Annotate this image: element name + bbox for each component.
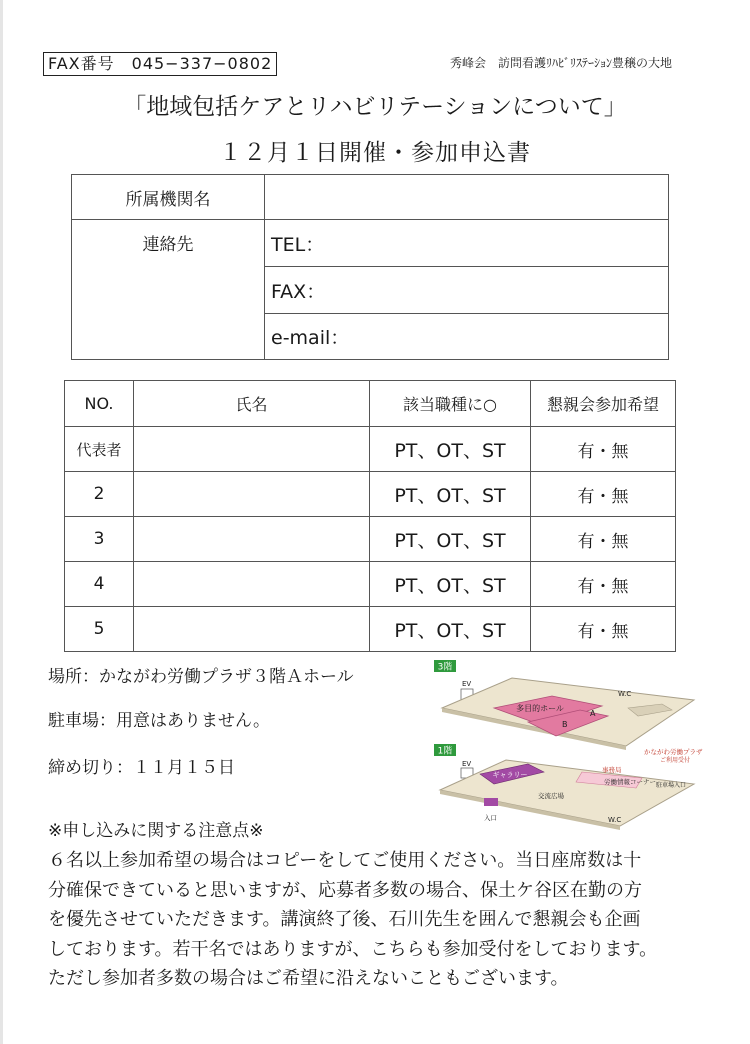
parking-entrance-label: 駐車場入口	[656, 782, 687, 789]
table-row	[65, 607, 676, 652]
notes-line: を優先させていただきます。講演終了後、石川先生を囲んで懇親会も企画	[48, 909, 641, 930]
party-options[interactable]: 有・無	[531, 427, 676, 472]
notes-line: しております。若干名ではありますが、こちらも参加受付をしております。	[48, 938, 658, 960]
venue-info: 場所：かながわ労働プラザ３階Ａホール	[48, 667, 354, 687]
labor-info-label: 労働情報コーナー	[604, 778, 656, 786]
document-title: 「地域包括ケアとリハビリテーションについて」	[123, 94, 627, 120]
notes-line: 分確保できていると思いますが、応募者多数の場合、保土ケ谷区在勤の方	[48, 879, 642, 901]
office-label: 事務局	[602, 766, 622, 774]
contact-label: 連絡先	[72, 220, 265, 360]
job-options[interactable]: PT、OT、ST	[370, 562, 531, 607]
gallery-label: ギャラリー	[492, 771, 528, 779]
table-row	[65, 472, 676, 517]
participants-table	[64, 380, 676, 652]
notes-title: ※申し込みに関する注意点※	[48, 821, 264, 841]
job-options[interactable]: PT、OT、ST	[370, 427, 531, 472]
row-no: 3	[65, 517, 134, 562]
fax-label: FAX：	[271, 280, 326, 303]
party-options[interactable]: 有・無	[531, 607, 676, 652]
wc-label-1f: W.C	[608, 816, 622, 824]
table-row	[65, 427, 676, 472]
entrance-label: 入口	[484, 814, 497, 822]
table-row	[65, 517, 676, 562]
row-no: 代表者	[65, 427, 134, 472]
tel-label: TEL：	[271, 233, 325, 256]
row-no: 4	[65, 562, 134, 607]
hall-label: 多目的ホール	[516, 704, 564, 713]
header-job: 該当職種に○	[370, 381, 531, 427]
notes-body	[48, 846, 708, 994]
ev-label-1f: EV	[462, 760, 472, 768]
deadline-info: 締め切り：１１月１５日	[48, 758, 235, 778]
header-no: NO.	[65, 381, 134, 427]
email-field[interactable]	[265, 314, 669, 360]
job-options[interactable]: PT、OT、ST	[370, 472, 531, 517]
name-field[interactable]	[134, 607, 370, 652]
party-options[interactable]: 有・無	[531, 562, 676, 607]
affiliation-field[interactable]	[265, 175, 669, 220]
notes-line: ただし参加者多数の場合はご希望に沿えないこともございます。	[48, 968, 569, 989]
party-options[interactable]: 有・無	[531, 517, 676, 562]
parking-info: 駐車場：用意はありません。	[48, 711, 271, 731]
table-row	[65, 562, 676, 607]
fax-field[interactable]	[265, 267, 669, 314]
name-field[interactable]	[134, 427, 370, 472]
venue-floor-map	[432, 656, 704, 832]
header-party: 懇親会参加希望	[531, 381, 676, 427]
name-field[interactable]	[134, 517, 370, 562]
name-field[interactable]	[134, 472, 370, 517]
document-subtitle: １２月１日開催・参加申込書	[219, 140, 531, 166]
plaza-name-label: かながわ労働プラザ	[644, 748, 703, 756]
organization-name: 秀峰会 訪問看護ﾘﾊﾋﾞﾘｽﾃｰｼｮﾝ豊穣の大地	[450, 56, 673, 70]
fax-number-box: FAX番号 045−337−0802	[43, 52, 277, 76]
email-label: e-mail：	[271, 327, 350, 349]
room-a-label: A	[590, 709, 596, 718]
plaza-note-label: ご利用受付	[660, 757, 691, 764]
row-no: 2	[65, 472, 134, 517]
contact-form-table	[71, 174, 669, 360]
header-name: 氏名	[134, 381, 370, 427]
tel-field[interactable]	[265, 220, 669, 267]
floor1-label: 1階	[437, 746, 453, 757]
notes-line: ６名以上参加希望の場合はコピーをしてご使用ください。当日座席数は十	[48, 850, 642, 871]
row-no: 5	[65, 607, 134, 652]
wc-label-3f: W.C	[618, 690, 632, 698]
exchange-plaza-label: 交流広場	[538, 792, 564, 800]
entrance-marker	[484, 798, 498, 806]
job-options[interactable]: PT、OT、ST	[370, 607, 531, 652]
job-options[interactable]: PT、OT、ST	[370, 517, 531, 562]
floor3-label: 3階	[437, 662, 453, 673]
room-b-label: B	[562, 720, 568, 729]
party-options[interactable]: 有・無	[531, 472, 676, 517]
affiliation-label: 所属機関名	[72, 175, 265, 220]
ev-label-3f: EV	[462, 680, 472, 688]
name-field[interactable]	[134, 562, 370, 607]
